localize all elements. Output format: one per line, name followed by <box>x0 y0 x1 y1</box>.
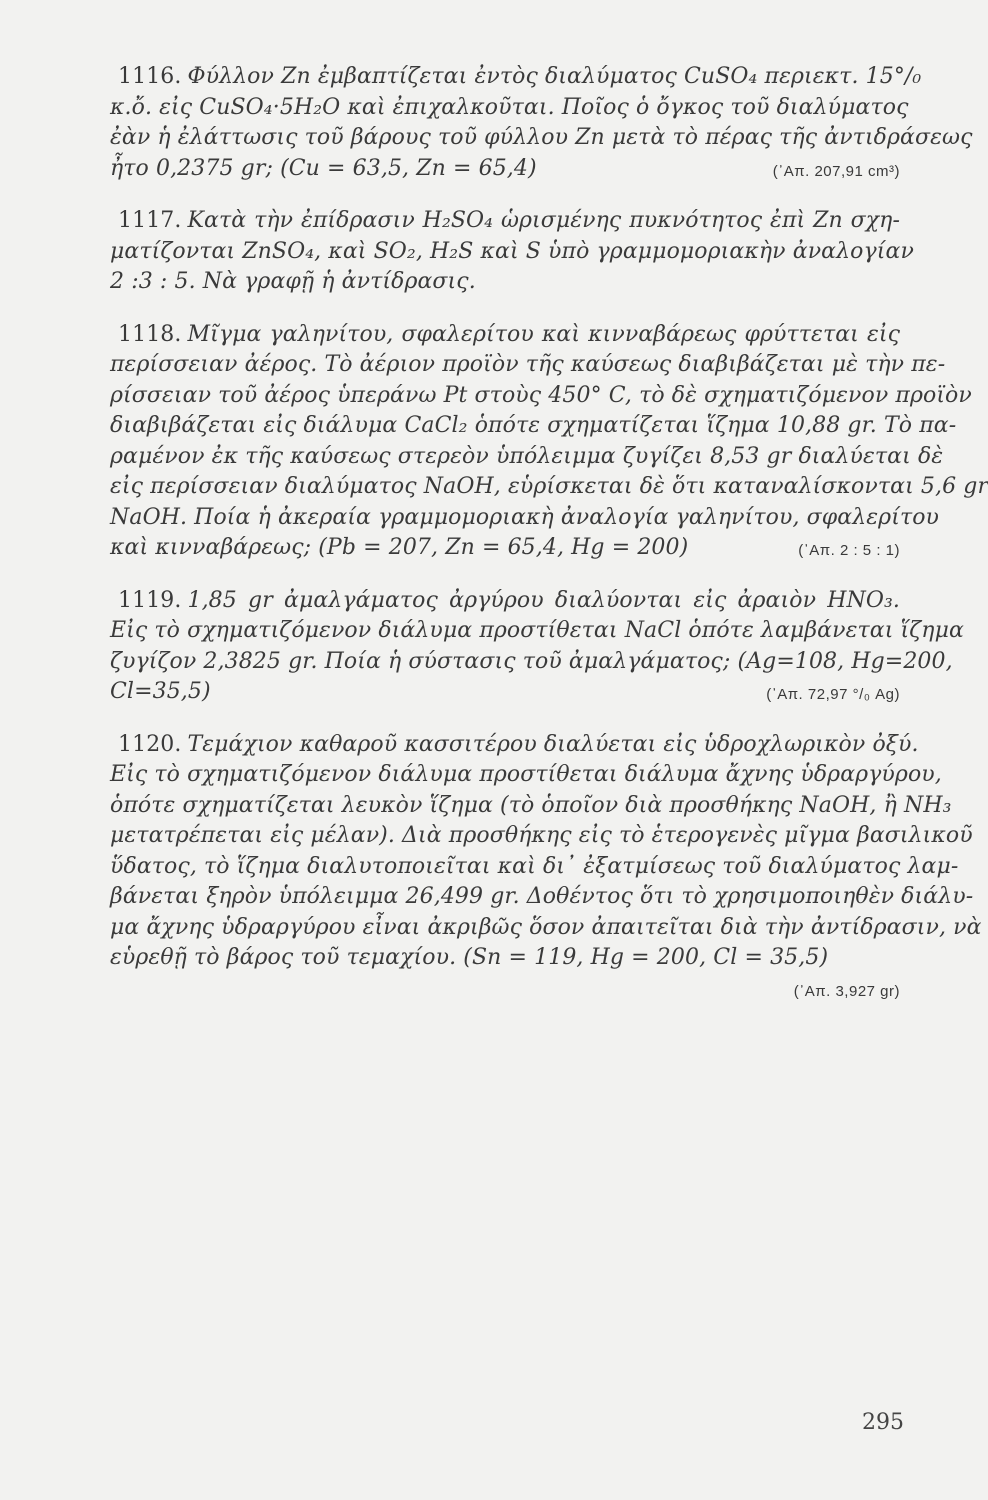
problem-line: κ.ὄ. εἰς CuSO₄·5H₂O καὶ ἐπιχαλκοῦται. Ποῖος ὁ ὄγκος τοῦ διαλύματος <box>110 94 909 120</box>
problem-line: Cl=35,5) (᾿Απ. 72,97 °/₀ Ag) <box>110 677 900 708</box>
problem-number: 1117. <box>118 208 182 233</box>
problem-line: διαβιβάζεται εἰς διάλυμα CaCl₂ ὁπότε σχηματίζεται ἵζημα 10,88 gr. Τὸ πα- <box>110 413 957 438</box>
problem-number: 1119. <box>118 587 182 613</box>
document-page <box>110 62 988 1026</box>
problem-line: ραμένον ἐκ τῆς καύσεως στερεὸν ὑπόλειμμα ζυγίζει 8,53 gr διαλύεται δὲ <box>110 443 944 469</box>
answer: (᾿Απ. 72,97 °/₀ Ag) <box>766 686 900 703</box>
problem-line: περίσσειαν ἀέρος. Τὸ ἀέριον προϊὸν τῆς καύσεως διαβιβάζεται μὲ τὴν πε- <box>110 352 946 377</box>
problem-line: ἐὰν ἡ ἐλάττωσις τοῦ βάρους τοῦ φύλλου Zn μετὰ τὸ πέρας τῆς ἀντιδράσεως <box>110 125 973 150</box>
answer: (᾿Απ. 2 : 5 : 1) <box>798 542 900 559</box>
answer: (᾿Απ. 207,91 cm³) <box>772 162 900 180</box>
answer: (᾿Απ. 3,927 gr) <box>793 982 900 1000</box>
problem-number: 1120. <box>118 731 182 757</box>
problem-line: ἦτο 0,2375 gr; (Cu = 63,5, Zn = 65,4) (᾿Απ. 207,91 cm³) <box>110 154 900 185</box>
problem-number: 1118. <box>118 321 182 347</box>
problem-line: 2 :3 : 5. Νὰ γραφῇ ἡ ἀντίδρασις. <box>110 269 476 294</box>
problem-1116 <box>110 62 973 184</box>
problem-line: μετατρέπεται εἰς μέλαν). Διὰ προσθήκης εἰς τὸ ἑτερογενὲς μῖγμα βασιλικοῦ <box>110 823 973 848</box>
problem-line: ματίζονται ZnSO₄, καὶ SO₂, H₂S καὶ S ὑπὸ γραμμομοριακὴν ἀναλογίαν <box>110 238 914 264</box>
problem-line: 1120. Τεμάχιον καθαροῦ κασσιτέρου διαλύεται εἰς ὑδροχλωρικὸν ὀξύ. <box>110 730 900 761</box>
problem-line: μα ἄχνης ὑδραργύρου εἶναι ἀκριβῶς ὅσον ἀπαιτεῖται διὰ τὴν ἀντίδρασιν, νὰ <box>110 914 982 940</box>
problem-line: 1117. Κατὰ τὴν ἐπίδρασιν H₂SO₄ ὡρισμένης πυκνότητος ἐπὶ Zn σχη- <box>110 206 900 237</box>
problem-line: βάνεται ξηρὸν ὑπόλειμμα 26,499 gr. Δοθέντος ὅτι τὸ χρησιμοποιηθὲν διάλυ- <box>110 884 974 909</box>
problem-1117 <box>110 206 914 298</box>
problem-line: Εἰς τὸ σχηματιζόμενον διάλυμα προστίθεται διάλυμα ἄχνης ὑδραργύρου, <box>110 762 942 787</box>
problem-1120 <box>110 730 982 1005</box>
problem-1119 <box>110 586 964 708</box>
problem-line <box>110 974 900 1005</box>
problem-line: 1119. 1,85 gr ἀμαλγάματος ἀργύρου διαλύονται εἰς ἀραιὸν HNO₃. <box>110 586 900 617</box>
problem-line: ρίσσειαν τοῦ ἀέρος ὑπεράνω Pt στοὺς 450° C, τὸ δὲ σχηματιζόμενον προϊὸν <box>110 382 972 408</box>
problem-line: ὕδατος, τὸ ἵζημα διαλυτοποιεῖται καὶ δι᾿ ἐξατμίσεως τοῦ διαλύματος λαμ- <box>110 853 959 879</box>
problem-line: καὶ κινναβάρεως; (Pb = 207, Zn = 65,4, Hg = 200) (᾿Απ. 2 : 5 : 1) <box>110 533 900 564</box>
problem-line: εἰς περίσσειαν διαλύματος NaOH, εὑρίσκεται δὲ ὅτι καταναλίσκονται 5,6 gr <box>110 474 988 499</box>
problem-1118 <box>110 320 988 564</box>
problem-line: Εἰς τὸ σχηματιζόμενον διάλυμα προστίθεται NaCl ὁπότε λαμβάνεται ἵζημα <box>110 618 964 643</box>
problem-line: ζυγίζον 2,3825 gr. Ποία ἡ σύστασις τοῦ ἀμαλγάματος; (Ag=108, Hg=200, <box>110 648 953 674</box>
problem-line: NaOH. Ποία ἡ ἀκεραία γραμμομοριακὴ ἀναλογία γαληνίτου, σφαλερίτου <box>110 504 940 530</box>
page-number: 295 <box>862 1410 904 1435</box>
problem-line: 1116. Φύλλον Zn ἐμβαπτίζεται ἐντὸς διαλύματος CuSO₄ περιεκτ. 15°/₀ <box>110 62 900 93</box>
problem-number: 1116. <box>118 64 182 89</box>
problem-line: εὑρεθῇ τὸ βάρος τοῦ τεμαχίου. (Sn = 119, Hg = 200, Cl = 35,5) <box>110 945 829 970</box>
problem-line: ὁπότε σχηματίζεται λευκὸν ἵζημα (τὸ ὁποῖον διὰ προσθήκης NaOH, ἢ NH₃ <box>110 792 952 818</box>
problem-line: 1118. Μῖγμα γαληνίτου, σφαλερίτου καὶ κινναβάρεως φρύττεται εἰς <box>110 320 900 351</box>
